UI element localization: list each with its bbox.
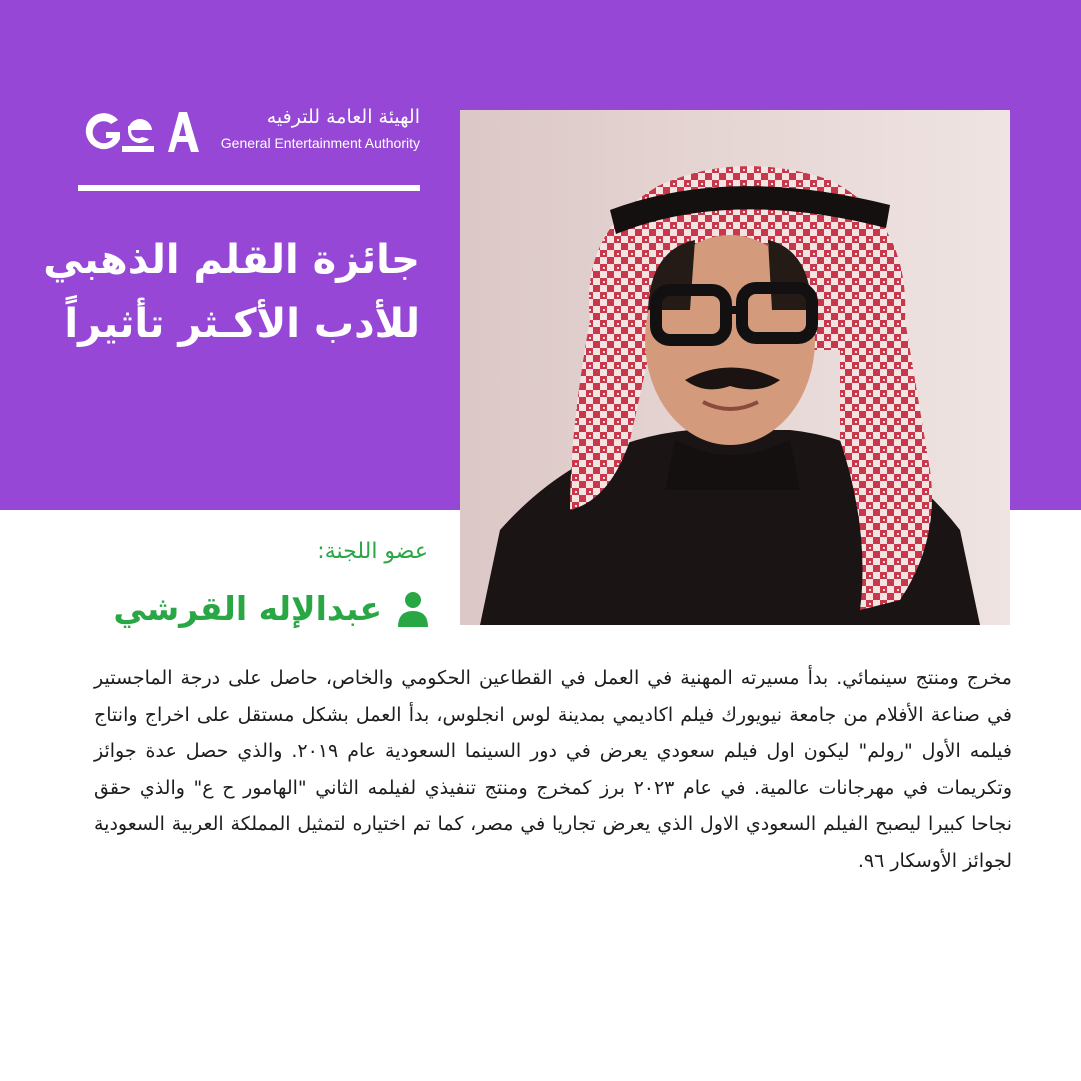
user-icon xyxy=(398,591,428,627)
committee-member-label: عضو اللجنة: xyxy=(317,539,428,564)
logo-arabic-name: الهيئة العامة للترفيه xyxy=(266,106,420,128)
portrait-illustration xyxy=(460,110,1010,625)
award-title-line1: جائزة القلم الذهبي xyxy=(43,237,420,283)
biography-text: مخرج ومنتج سينمائي. بدأ مسيرته المهنية في العمل في القطاعين الحكومي والخاص، حاصل على درجة الماجستير في صناعة الأفلام من جامعة نيويورك فيلم اكاديمي بمدينة لوس انجلوس، بدأ العمل بشكل مستقل على اخراج وانتاج فيلمه الأول "رولم" ليكون اول فيلم سعودي يعرض في دور السينما السعودية عام ٢٠١٩. والذي حصل عدة جوائز وتكريمات في مهرجانات عالمية. في عام ٢٠٢٣ برز كمخرج ومنتج تنفيذي لفيلمه الثاني "الهامور ح ع" والذي حقق نجاحا كبيرا ليصبح الفيلم السعودي الاول الذي يعرض تجاريا في مصر، كما تم اختياره لتمثيل المملكة العربية السعودية لجوائز الأوسكار ٩٦. xyxy=(94,667,1012,872)
member-name-row xyxy=(60,582,428,636)
portrait-photo xyxy=(460,110,1010,625)
gea-logo xyxy=(78,106,420,158)
logo-english-name: General Entertainment Authority xyxy=(220,135,420,151)
award-title xyxy=(40,228,420,356)
header-divider xyxy=(78,185,420,191)
member-name: عبدالإله القرشي xyxy=(113,589,382,628)
award-title-line2: للأدب الأكـثر تأثيراً xyxy=(64,301,420,347)
gea-logo-mark xyxy=(78,106,202,156)
